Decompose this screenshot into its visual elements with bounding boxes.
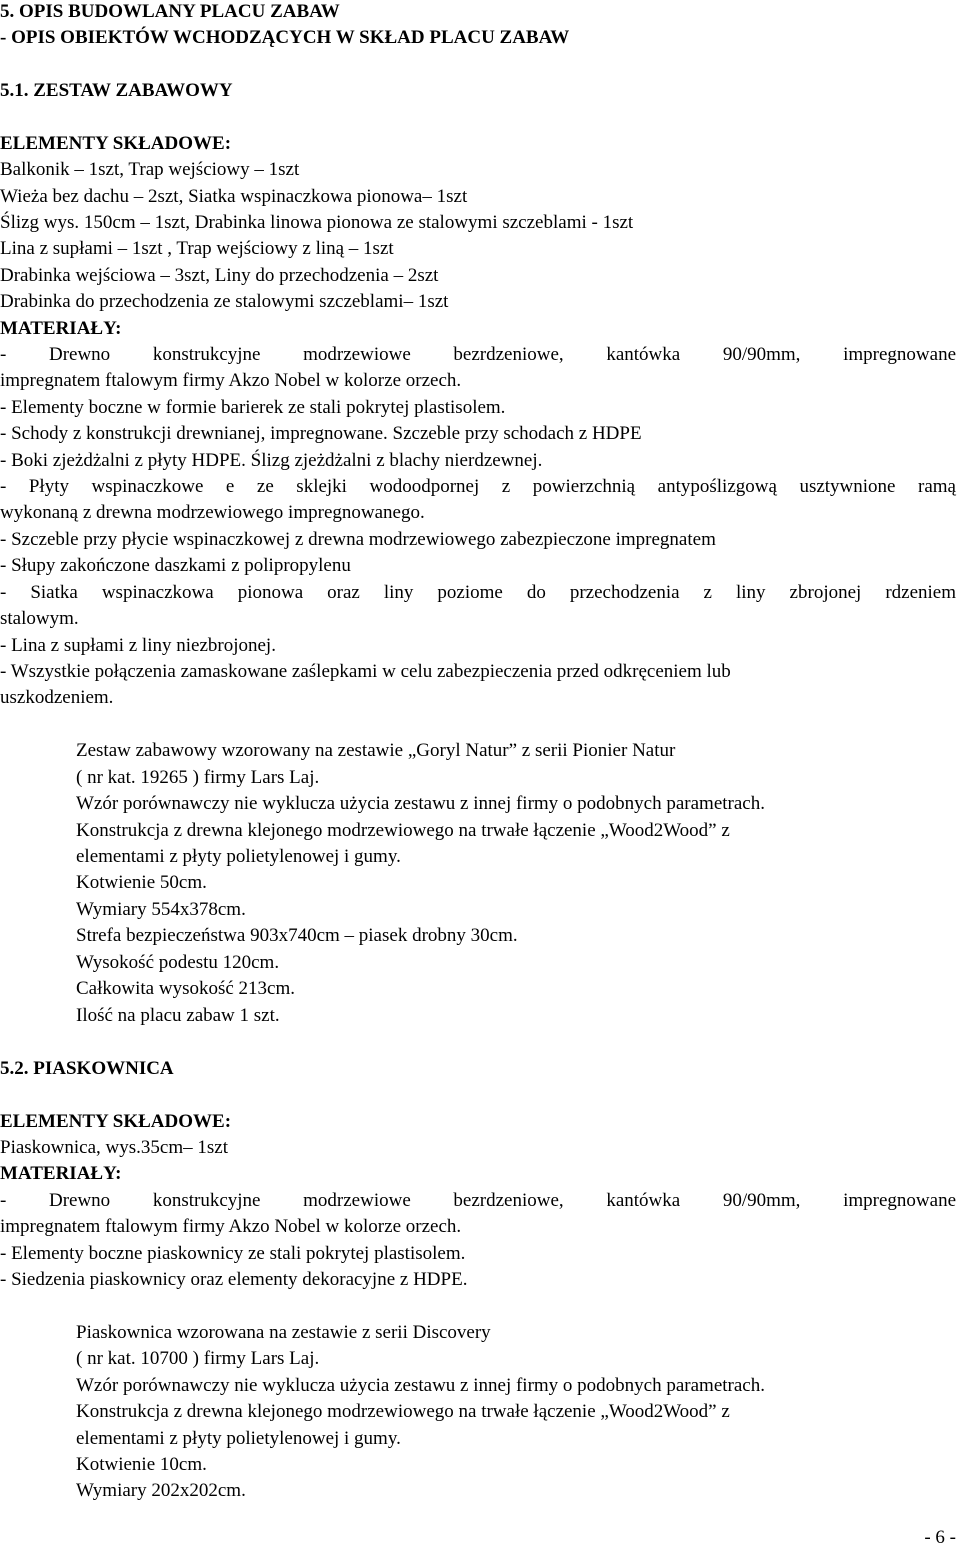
material-line: wykonaną z drewna modrzewiowego impregnowanego.: [0, 502, 425, 523]
material-line: - Drewno konstrukcyjne modrzewiowe bezrdzeniowe, kantówka 90/90mm, impregnowane: [0, 344, 956, 365]
elements-label: ELEMENTY SKŁADOWE:: [0, 1111, 232, 1132]
note-line: Wzór porównawczy nie wyklucza użycia zestawu z innej firmy o podobnych parametrach.: [76, 1375, 765, 1396]
material-line: - Elementy boczne piaskownicy ze stali pokrytej plastisolem.: [0, 1243, 466, 1264]
note-line: Całkowita wysokość 213cm.: [76, 978, 296, 999]
material-line: - Lina z supłami z liny niezbrojonej.: [0, 635, 276, 656]
material-line: - Szczeble przy płycie wspinaczkowej z drewna modrzewiowego zabezpieczone impregnatem: [0, 529, 716, 550]
material-line: impregnatem ftalowym firmy Akzo Nobel w kolorze orzech.: [0, 1216, 462, 1237]
material-line: - Siedzenia piaskownicy oraz elementy dekoracyjne z HDPE.: [0, 1269, 468, 1290]
note-line: ( nr kat. 10700 ) firmy Lars Laj.: [76, 1348, 320, 1369]
material-line: - Wszystkie połączenia zamaskowane zaślepkami w celu zabezpieczenia przed odkręceniem lub: [0, 661, 731, 682]
note-line: Zestaw zabawowy wzorowany na zestawie „Goryl Natur” z serii Pionier Natur: [76, 740, 676, 761]
material-line: - Drewno konstrukcyjne modrzewiowe bezrdzeniowe, kantówka 90/90mm, impregnowane: [0, 1190, 956, 1211]
note-line: Wymiary 202x202cm.: [76, 1480, 246, 1501]
document-subheading: - OPIS OBIEKTÓW WCHODZĄCYCH W SKŁAD PLACU ZABAW: [0, 27, 570, 48]
material-line: uszkodzeniem.: [0, 687, 114, 708]
element-line: Piaskownica, wys.35cm– 1szt: [0, 1137, 228, 1158]
page-number: - 6 -: [924, 1527, 956, 1548]
note-line: Wysokość podestu 120cm.: [76, 952, 280, 973]
material-line: - Elementy boczne w formie barierek ze stali pokrytej plastisolem.: [0, 397, 506, 418]
materials-label: MATERIAŁY:: [0, 318, 122, 339]
material-line: impregnatem ftalowym firmy Akzo Nobel w kolorze orzech.: [0, 370, 462, 391]
materials-label: MATERIAŁY:: [0, 1163, 122, 1184]
section-title: 5.1. ZESTAW ZABAWOWY: [0, 80, 233, 101]
element-line: Ślizg wys. 150cm – 1szt, Drabinka linowa pionowa ze stalowymi szczeblami - 1szt: [0, 212, 634, 233]
element-line: Wieża bez dachu – 2szt, Siatka wspinaczkowa pionowa– 1szt: [0, 186, 468, 207]
material-line: - Płyty wspinaczkowe e ze sklejki wodoodpornej z powierzchnią antypoślizgową usztywnione ramą: [0, 476, 956, 497]
note-line: Kotwienie 10cm.: [76, 1454, 207, 1475]
note-line: Konstrukcja z drewna klejonego modrzewiowego na trwałe łączenie „Wood2Wood” z: [76, 1401, 730, 1422]
note-line: Ilość na placu zabaw 1 szt.: [76, 1005, 280, 1026]
note-line: elementami z płyty polietylenowej i gumy.: [76, 846, 401, 867]
note-line: Piaskownica wzorowana na zestawie z serii Discovery: [76, 1322, 491, 1343]
material-line: stalowym.: [0, 608, 79, 629]
note-line: Konstrukcja z drewna klejonego modrzewiowego na trwałe łączenie „Wood2Wood” z: [76, 820, 730, 841]
note-line: Wymiary 554x378cm.: [76, 899, 246, 920]
document-heading: 5. OPIS BUDOWLANY PLACU ZABAW: [0, 1, 340, 22]
element-line: Balkonik – 1szt, Trap wejściowy – 1szt: [0, 159, 300, 180]
note-line: elementami z płyty polietylenowej i gumy.: [76, 1428, 401, 1449]
note-line: ( nr kat. 19265 ) firmy Lars Laj.: [76, 767, 320, 788]
material-line: - Boki zjeżdżalni z płyty HDPE. Ślizg zjeżdżalni z blachy nierdzewnej.: [0, 450, 543, 471]
note-line: Strefa bezpieczeństwa 903x740cm – piasek drobny 30cm.: [76, 925, 518, 946]
note-line: Wzór porównawczy nie wyklucza użycia zestawu z innej firmy o podobnych parametrach.: [76, 793, 765, 814]
note-line: Kotwienie 50cm.: [76, 872, 207, 893]
elements-label: ELEMENTY SKŁADOWE:: [0, 133, 232, 154]
element-line: Drabinka wejściowa – 3szt, Liny do przechodzenia – 2szt: [0, 265, 439, 286]
element-line: Lina z supłami – 1szt , Trap wejściowy z liną – 1szt: [0, 238, 394, 259]
section-title: 5.2. PIASKOWNICA: [0, 1058, 174, 1079]
material-line: - Słupy zakończone daszkami z polipropylenu: [0, 555, 351, 576]
element-line: Drabinka do przechodzenia ze stalowymi szczeblami– 1szt: [0, 291, 449, 312]
material-line: - Siatka wspinaczkowa pionowa oraz liny poziome do przechodzenia z liny zbrojonej rdzeniem: [0, 582, 956, 603]
material-line: - Schody z konstrukcji drewnianej, impregnowane. Szczeble przy schodach z HDPE: [0, 423, 642, 444]
